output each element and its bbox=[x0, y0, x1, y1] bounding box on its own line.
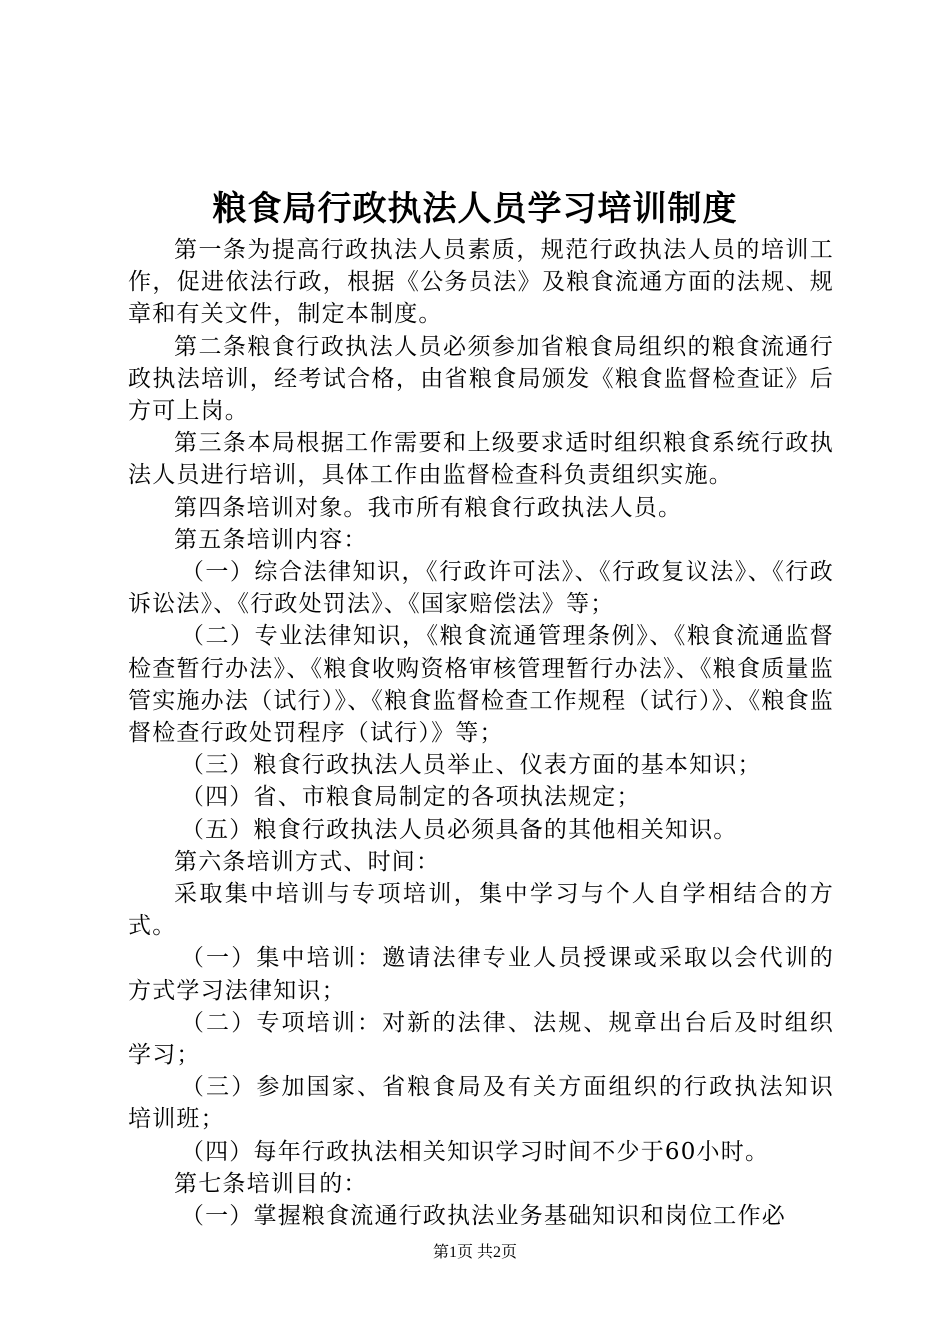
paragraph-article-5-item-3: （三）粮食行政执法人员举止、仪表方面的基本知识； bbox=[180, 752, 762, 779]
paragraph-article-6-item-3: （三）参加国家、省粮食局及有关方面组织的行政执法知识培训班； bbox=[128, 1074, 834, 1133]
page-footer: 第1页 共2页 bbox=[432, 1244, 517, 1261]
paragraph-article-2: 第二条粮食行政执法人员必须参加省粮食局组织的粮食流通行政执法培训，经考试合格，由省粮食局颁发《粮食监督检查证》后方可上岗。 bbox=[128, 333, 834, 425]
paragraph-article-5: 第五条培训内容： bbox=[174, 526, 368, 553]
paragraph-article-5-item-5: （五）粮食行政执法人员必须具备的其他相关知识。 bbox=[180, 816, 738, 843]
paragraph-article-4: 第四条培训对象。我市所有粮食行政执法人员。 bbox=[174, 494, 683, 521]
document-body bbox=[128, 234, 834, 1232]
paragraph-article-3: 第三条本局根据工作需要和上级要求适时组织粮食系统行政执法人员进行培训，具体工作由监督检查科负责组织实施。 bbox=[128, 430, 834, 489]
document-title: 粮食局行政执法人员学习培训制度 bbox=[212, 189, 738, 229]
paragraph-article-6-item-4: （四）每年行政执法相关知识学习时间不少于60小时。 bbox=[180, 1138, 770, 1165]
paragraph-article-1: 第一条为提高行政执法人员素质，规范行政执法人员的培训工作，促进依法行政，根据《公务员法》及粮食流通方面的法规、规章和有关文件，制定本制度。 bbox=[128, 237, 834, 328]
paragraph-article-6-intro: 采取集中培训与专项培训，集中学习与个人自学相结合的方式。 bbox=[128, 881, 834, 940]
paragraph-article-5-item-2: （二）专业法律知识，《粮食流通管理条例》、《粮食流通监督检查暂行办法》、《粮食收购资格审核管理暂行办法》、《粮食质量监管实施办法（试行）》、《粮食监督检查工作规程（试行）》、《粮食监督检查行政处罚程序（试行）》等； bbox=[128, 623, 834, 747]
paragraph-article-6: 第六条培训方式、时间： bbox=[174, 848, 441, 875]
paragraph-article-5-item-1: （一）综合法律知识，《行政许可法》、《行政复议法》、《行政诉讼法》、《行政处罚法》、《国家赔偿法》等； bbox=[128, 559, 834, 618]
paragraph-article-6-item-2: （二）专项培训：对新的法律、法规、规章出台后及时组织学习； bbox=[128, 1009, 834, 1069]
paragraph-article-5-item-4: （四）省、市粮食局制定的各项执法规定； bbox=[180, 784, 641, 811]
paragraph-article-6-item-1: （一）集中培训：邀请法律专业人员授课或采取以会代训的方式学习法律知识； bbox=[128, 945, 834, 1004]
paragraph-article-7: 第七条培训目的： bbox=[174, 1170, 368, 1197]
paragraph-article-7-item-1: （一）掌握粮食流通行政执法业务基础知识和岗位工作必 bbox=[180, 1203, 786, 1230]
